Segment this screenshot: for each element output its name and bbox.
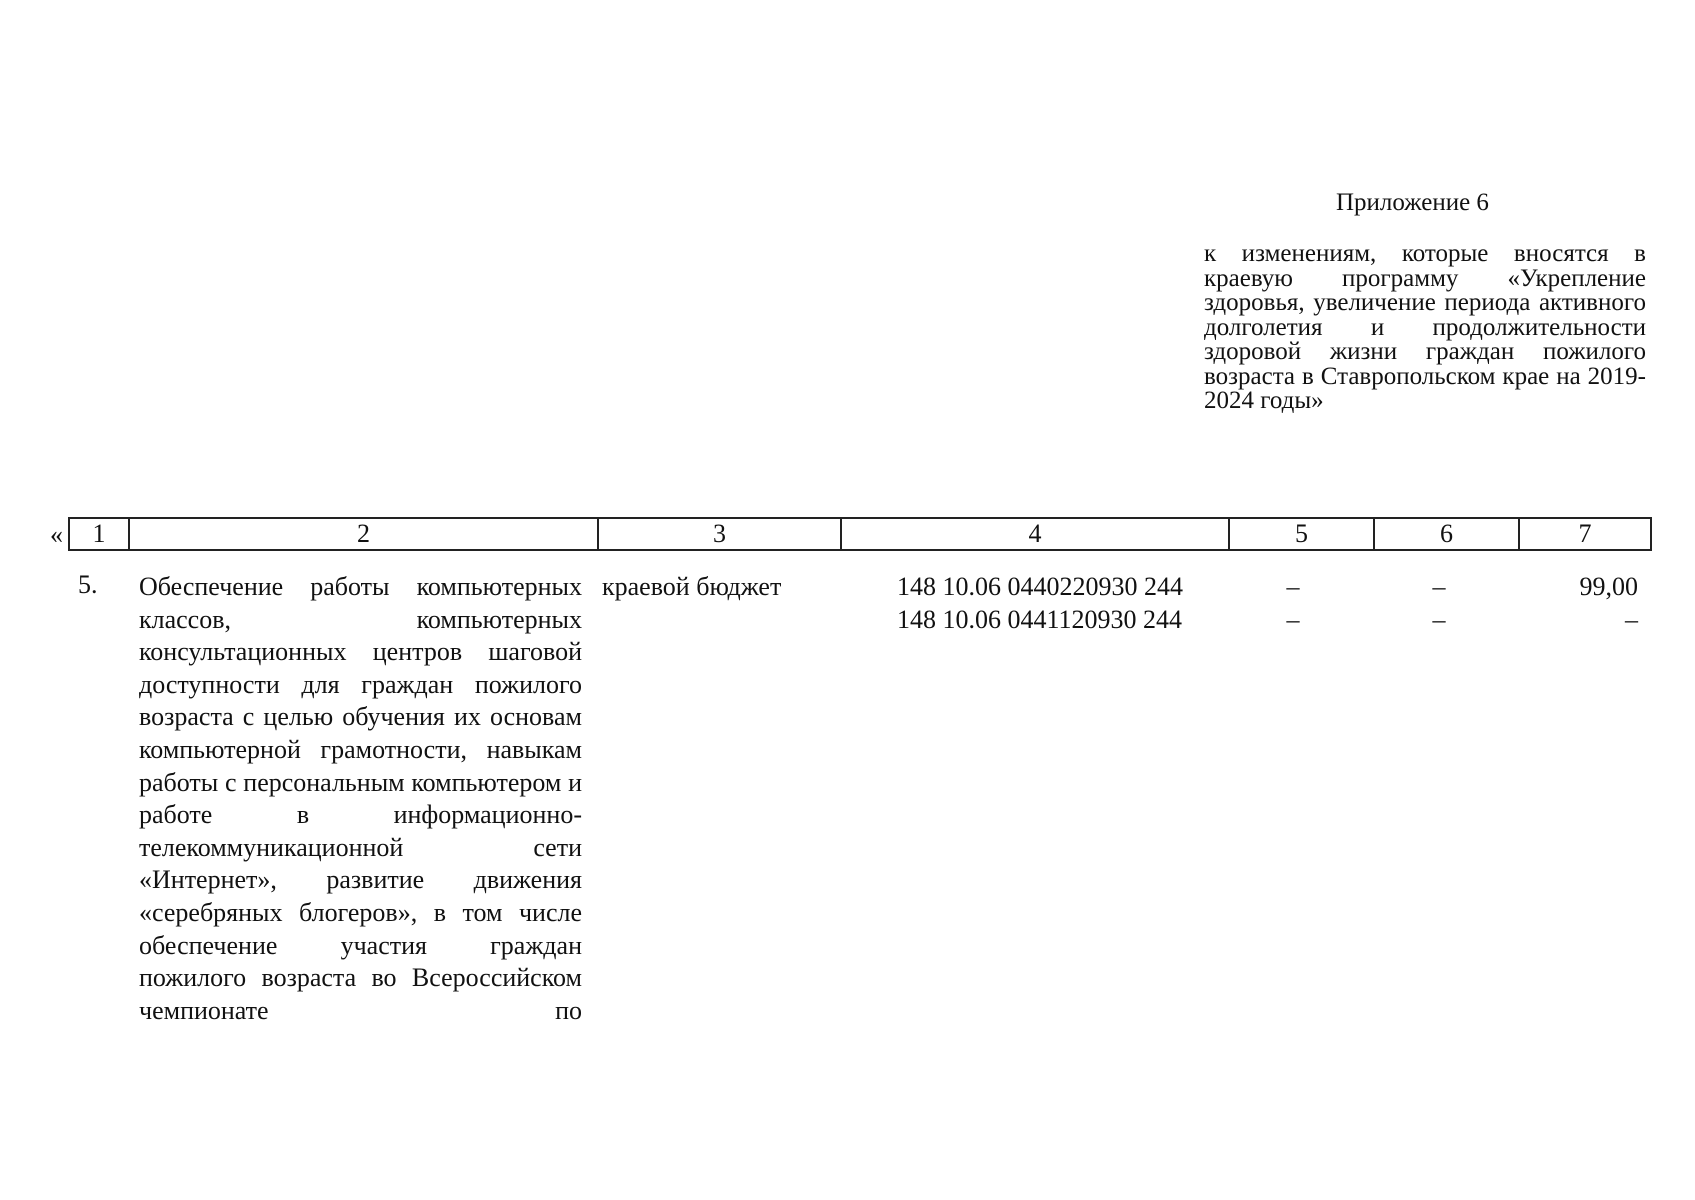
- budget-code-line: 148 10.06 0440220930 244: [897, 572, 1183, 601]
- column-7-values: [1560, 571, 1638, 636]
- appendix-subtitle: к изменениям, которые вносятся в краевую программу «Укрепление здоровья, увеличение периода активного долголетия и продолжительности здоровой жизни граждан пожилого возраста в Ставропольском крае на 2019-2024 годы»: [1204, 240, 1646, 414]
- funding-source: краевой бюджет: [602, 572, 782, 601]
- column-header-4: 4: [841, 518, 1229, 550]
- column-number-header: [68, 517, 1652, 551]
- column-header-1: 1: [69, 518, 129, 550]
- header-row: [69, 518, 1651, 550]
- row-number: 5.: [78, 570, 98, 599]
- column-header-2: 2: [129, 518, 598, 550]
- column-header-3: 3: [598, 518, 841, 550]
- row-description: Обеспечение работы компьютерных классов, компьютерных консультационных центров шаговой доступности для граждан пожилого возраста с целью обучения их основам компьютерной грамотности, навыкам работы с персональным компьютером и работе в информационно-телекоммуникационной сети «Интернет», развитие движения «серебряных блогеров», в том числе обеспечение участия граждан пожилого возраста во Всероссийском чемпионате по: [139, 572, 582, 1025]
- opening-quote: «: [50, 520, 63, 549]
- column-6-value: –: [1432, 572, 1446, 601]
- column-header-5: 5: [1229, 518, 1374, 550]
- column-7-value: 99,00: [1579, 572, 1638, 601]
- column-6-value: –: [1432, 604, 1446, 634]
- column-header-6: 6: [1374, 518, 1519, 550]
- column-7-value: –: [1625, 604, 1638, 634]
- budget-codes: [897, 571, 1183, 636]
- column-header-7: 7: [1519, 518, 1651, 550]
- budget-code-line: 148 10.06 0441120930 244: [897, 604, 1183, 634]
- column-5-value: –: [1286, 604, 1300, 634]
- column-5-values: [1282, 571, 1304, 636]
- appendix-title: Приложение 6: [1336, 189, 1489, 216]
- column-5-value: –: [1286, 572, 1300, 601]
- column-6-values: [1428, 571, 1450, 636]
